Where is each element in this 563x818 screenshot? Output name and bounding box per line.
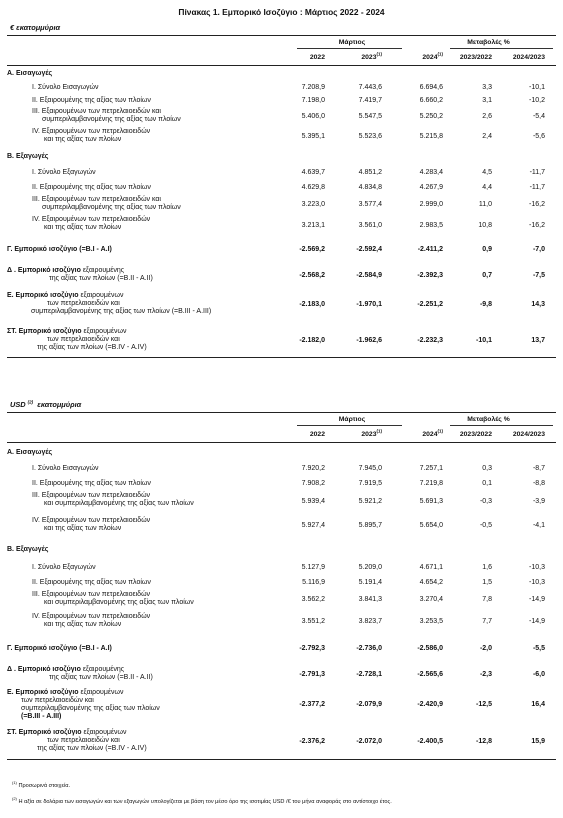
row-label: Ι. Σύνολο Εισαγωγών bbox=[32, 84, 99, 91]
cell-change-2023-2022: 2,6 bbox=[482, 113, 492, 120]
cell-2022: 5.939,4 bbox=[301, 498, 325, 505]
cell-2023: 3.823,7 bbox=[358, 618, 382, 625]
cell-change-2024-2023: -3,9 bbox=[532, 498, 545, 505]
cell-change-2024-2023: -14,9 bbox=[529, 596, 545, 603]
cell-change-2024-2023: -4,1 bbox=[532, 522, 545, 529]
cell-change-2023-2022: 0,3 bbox=[482, 465, 492, 472]
cell-2022: 7.198,0 bbox=[301, 97, 325, 104]
cell-change-2023-2022: 4,5 bbox=[482, 169, 492, 176]
cell-change-2024-2023: 13,7 bbox=[531, 337, 545, 344]
footnote-1: $^{(1)}$ Προσωρινά στοιχεία. bbox=[12, 780, 71, 789]
cell-2022: 3.551,2 bbox=[301, 618, 325, 625]
section-heading-label: Β. Εξαγωγές bbox=[7, 546, 49, 553]
cell-2023: 3.577,4 bbox=[358, 201, 382, 208]
cell-2022: 4.639,7 bbox=[301, 169, 325, 176]
row-label: ΙΙ. Εξαιρουμένης της αξίας των πλοίων bbox=[32, 184, 151, 191]
cell-change-2024-2023: -10,2 bbox=[529, 97, 545, 104]
cell-change-2023-2022: -12,5 bbox=[476, 701, 492, 708]
header-2023: 2023$^{(1)}$ bbox=[361, 428, 382, 438]
cell-change-2024-2023: -10,1 bbox=[529, 84, 545, 91]
cell-2024: 2.983,5 bbox=[419, 222, 443, 229]
cell-2023: -2.584,9 bbox=[356, 272, 382, 279]
cell-2023: 7.919,5 bbox=[358, 480, 382, 487]
cell-change-2023-2022: 2,4 bbox=[482, 133, 492, 140]
cell-2024: -2.232,3 bbox=[417, 337, 443, 344]
cell-2023: -2.592,4 bbox=[356, 246, 382, 253]
row-label: Ε. Εμπορικό ισοζύγιο εξαιρουμένων των πετρελαιοειδών και συμπεριλαμβανομένης της αξίας των πλοίων (=Β.ΙΙΙ - Α.ΙΙΙ) bbox=[7, 689, 160, 720]
cell-2023: -1.970,1 bbox=[356, 301, 382, 308]
usd-unit-label: USD $^{(2)}$ εκατομμύρια bbox=[7, 399, 556, 413]
header-march-rule bbox=[297, 425, 402, 426]
cell-change-2023-2022: 10,8 bbox=[478, 222, 492, 229]
cell-2023: 5.895,7 bbox=[358, 522, 382, 529]
table-title: Πίνακας 1. Εμπορικό Ισοζύγιο : Μάρτιος 2022 - 2024 bbox=[178, 7, 385, 17]
cell-change-2023-2022: -9,8 bbox=[479, 301, 492, 308]
cell-2022: 4.629,8 bbox=[301, 184, 325, 191]
row-label: ΙΙΙ. Εξαιρουμένων των πετρελαιοειδών και συμπεριλαμβανομένης της αξίας των πλοίων bbox=[32, 591, 194, 606]
row-label: ΣΤ. Εμπορικό ισοζύγιο εξαιρουμένων των πετρελαιοειδών και της αξίας των πλοίων (=Β.ΙV - Α.ΙV) bbox=[7, 729, 147, 752]
cell-2024: -2.565,6 bbox=[417, 671, 443, 678]
row-label: ΙΙΙ. Εξαιρουμένων των πετρελαιοειδών και συμπεριλαμβανομένης της αξίας των πλοίων bbox=[32, 108, 181, 123]
eur-table-header bbox=[7, 36, 556, 66]
cell-2023: 5.921,2 bbox=[358, 498, 382, 505]
cell-change-2024-2023: -14,9 bbox=[529, 618, 545, 625]
cell-2024: 5.654,0 bbox=[419, 522, 443, 529]
row-label: Δ . Εμπορικό ισοζύγιο εξαιρουμένης της αξίας των πλοίων (=Β.ΙΙ - Α.ΙΙ) bbox=[7, 666, 153, 681]
cell-2023: -2.728,1 bbox=[356, 671, 382, 678]
cell-change-2023-2022: 3,1 bbox=[482, 97, 492, 104]
cell-change-2023-2022: -2,0 bbox=[479, 645, 492, 652]
header-changes-rule bbox=[450, 48, 553, 49]
cell-change-2023-2022: 0,7 bbox=[482, 272, 492, 279]
section-heading-label: Β. Εξαγωγές bbox=[7, 153, 49, 160]
cell-2024: -2.251,2 bbox=[417, 301, 443, 308]
eur-section bbox=[7, 22, 556, 351]
cell-2023: 5.191,4 bbox=[358, 579, 382, 586]
cell-change-2024-2023: -10,3 bbox=[529, 564, 545, 571]
cell-change-2024-2023: -7,0 bbox=[532, 246, 545, 253]
cell-2023: 5.209,0 bbox=[358, 564, 382, 571]
cell-change-2023-2022: -2,3 bbox=[479, 671, 492, 678]
cell-change-2024-2023: -8,7 bbox=[532, 465, 545, 472]
cell-2024: 7.257,1 bbox=[419, 465, 443, 472]
cell-2022: 5.127,9 bbox=[301, 564, 325, 571]
header-2024: 2024$^{(1)}$ bbox=[422, 51, 443, 61]
cell-2022: 5.406,0 bbox=[301, 113, 325, 120]
header-march: Μάρτιος bbox=[338, 416, 366, 423]
cell-2022: -2.376,2 bbox=[299, 738, 325, 745]
cell-2024: 4.654,2 bbox=[419, 579, 443, 586]
header-march-rule bbox=[297, 48, 402, 49]
row-label: ΙΙΙ. Εξαιρουμένων των πετρελαιοειδών και συμπεριλαμβανομένης της αξίας των πλοίων bbox=[32, 492, 194, 507]
cell-2023: 5.523,6 bbox=[358, 133, 382, 140]
row-label: ΙV. Εξαιρουμένων των πετρελαιοειδών και της αξίας των πλοίων bbox=[32, 128, 151, 143]
cell-2023: 3.561,0 bbox=[358, 222, 382, 229]
cell-2023: 7.945,0 bbox=[358, 465, 382, 472]
cell-change-2023-2022: -0,3 bbox=[479, 498, 492, 505]
footnote-2: $^{(2)}$ Η αξία σε δολάρια των εισαγωγών και των εξαγωγών υπολογίζεται με βάση τον μέσο όρο της ισοτιμίας USD /€ του μήνα αναφοράς στο αντίστοιχο έτος. bbox=[12, 796, 392, 805]
cell-change-2024-2023: -6,0 bbox=[532, 671, 545, 678]
cell-2023: 7.443,6 bbox=[358, 84, 382, 91]
cell-2024: 2.999,0 bbox=[419, 201, 443, 208]
cell-2024: 6.694,6 bbox=[419, 84, 443, 91]
cell-2024: 7.219,8 bbox=[419, 480, 443, 487]
cell-2022: -2.377,2 bbox=[299, 701, 325, 708]
cell-change-2024-2023: -5,6 bbox=[532, 133, 545, 140]
cell-change-2023-2022: -0,5 bbox=[479, 522, 492, 529]
cell-change-2024-2023: 14,3 bbox=[531, 301, 545, 308]
cell-2023: 3.841,3 bbox=[358, 596, 382, 603]
cell-change-2023-2022: 3,3 bbox=[482, 84, 492, 91]
cell-change-2024-2023: -11,7 bbox=[529, 184, 545, 191]
cell-2024: 5.215,8 bbox=[419, 133, 443, 140]
row-label: Ι. Σύνολο Εξαγωγών bbox=[32, 564, 96, 571]
eur-table-bottom-rule bbox=[7, 357, 556, 358]
cell-change-2023-2022: 4,4 bbox=[482, 184, 492, 191]
cell-2022: 7.208,9 bbox=[301, 84, 325, 91]
header-changes: Μεταβολές % bbox=[467, 39, 510, 46]
cell-2023: 4.834,8 bbox=[358, 184, 382, 191]
header-change-2023-2022: 2023/2022 bbox=[459, 431, 492, 438]
cell-2024: 4.283,4 bbox=[419, 169, 443, 176]
cell-2023: -2.072,0 bbox=[356, 738, 382, 745]
cell-2022: 7.908,2 bbox=[301, 480, 325, 487]
row-label: Ι. Σύνολο Εισαγωγών bbox=[32, 465, 99, 472]
cell-2024: 3.270,4 bbox=[419, 596, 443, 603]
cell-2022: -2.183,0 bbox=[299, 301, 325, 308]
usd-table-bottom-rule bbox=[7, 759, 556, 760]
header-changes: Μεταβολές % bbox=[467, 416, 510, 423]
cell-change-2024-2023: -5,5 bbox=[532, 645, 545, 652]
header-changes-rule bbox=[450, 425, 553, 426]
cell-2022: 7.920,2 bbox=[301, 465, 325, 472]
cell-2023: 7.419,7 bbox=[358, 97, 382, 104]
row-label: Ι. Σύνολο Εξαγωγών bbox=[32, 169, 96, 176]
row-label: Ε. Εμπορικό ισοζύγιο εξαιρουμένων των πετρελαιοειδών και συμπεριλαμβανομένης της αξίας των πλοίων (=Β.ΙΙΙ - Α.ΙΙΙ) bbox=[7, 292, 212, 315]
cell-2024: -2.400,5 bbox=[417, 738, 443, 745]
row-label: ΙΙΙ. Εξαιρουμένων των πετρελαιοειδών και συμπεριλαμβανομένης της αξίας των πλοίων bbox=[32, 196, 181, 211]
cell-2024: 4.267,9 bbox=[419, 184, 443, 191]
usd-table-header bbox=[7, 413, 556, 443]
cell-2024: -2.586,0 bbox=[417, 645, 443, 652]
cell-change-2023-2022: 1,5 bbox=[482, 579, 492, 586]
cell-2022: -2.792,3 bbox=[299, 645, 325, 652]
cell-change-2024-2023: 16,4 bbox=[531, 701, 545, 708]
row-label: ΙΙ. Εξαιρουμένης της αξίας των πλοίων bbox=[32, 97, 151, 104]
header-march: Μάρτιος bbox=[338, 39, 366, 46]
cell-2024: 4.671,1 bbox=[419, 564, 443, 571]
cell-2023: -2.079,9 bbox=[356, 701, 382, 708]
cell-change-2024-2023: -16,2 bbox=[529, 201, 545, 208]
cell-2022: 5.395,1 bbox=[301, 133, 325, 140]
cell-2024: 6.660,2 bbox=[419, 97, 443, 104]
header-2022: 2022 bbox=[309, 54, 325, 61]
cell-2022: 3.213,1 bbox=[301, 222, 325, 229]
row-label: ΙΙ. Εξαιρουμένης της αξίας των πλοίων bbox=[32, 480, 151, 487]
row-label: Γ. Εμπορικό ισοζύγιο (=Β.Ι - Α.Ι) bbox=[7, 645, 112, 652]
eur-unit-label: € εκατομμύρια bbox=[7, 22, 556, 36]
cell-2024: 5.691,3 bbox=[419, 498, 443, 505]
row-label: Γ. Εμπορικό ισοζύγιο (=Β.Ι - Α.Ι) bbox=[7, 246, 112, 253]
section-heading-label: Α. Εισαγωγές bbox=[7, 449, 53, 456]
row-label: ΣΤ. Εμπορικό ισοζύγιο εξαιρουμένων των πετρελαιοειδών και της αξίας των πλοίων (=Β.ΙV - Α.ΙV) bbox=[7, 328, 147, 351]
cell-2023: 5.547,5 bbox=[358, 113, 382, 120]
cell-2024: -2.420,9 bbox=[417, 701, 443, 708]
cell-2024: -2.411,2 bbox=[417, 246, 443, 253]
cell-change-2024-2023: 15,9 bbox=[531, 738, 545, 745]
cell-change-2024-2023: -11,7 bbox=[529, 169, 545, 176]
cell-2022: -2.568,2 bbox=[299, 272, 325, 279]
cell-2022: -2.791,3 bbox=[299, 671, 325, 678]
cell-2023: -2.736,0 bbox=[356, 645, 382, 652]
row-label: ΙV. Εξαιρουμένων των πετρελαιοειδών και της αξίας των πλοίων bbox=[32, 517, 151, 532]
cell-2022: 5.927,4 bbox=[301, 522, 325, 529]
cell-2023: -1.962,6 bbox=[356, 337, 382, 344]
cell-change-2023-2022: 7,8 bbox=[482, 596, 492, 603]
cell-2022: -2.569,2 bbox=[299, 246, 325, 253]
cell-2023: 4.851,2 bbox=[358, 169, 382, 176]
header-2023: 2023$^{(1)}$ bbox=[361, 51, 382, 61]
cell-change-2023-2022: 11,0 bbox=[478, 201, 492, 208]
row-label: ΙV. Εξαιρουμένων των πετρελαιοειδών και της αξίας των πλοίων bbox=[32, 613, 151, 628]
cell-change-2023-2022: -10,1 bbox=[476, 337, 492, 344]
section-heading-label: Α. Εισαγωγές bbox=[7, 70, 53, 77]
header-change-2024-2023: 2024/2023 bbox=[512, 54, 545, 61]
cell-change-2023-2022: 1,6 bbox=[482, 564, 492, 571]
cell-change-2024-2023: -5,4 bbox=[532, 113, 545, 120]
header-2024: 2024$^{(1)}$ bbox=[422, 428, 443, 438]
usd-section bbox=[7, 399, 556, 752]
row-label: ΙΙ. Εξαιρουμένης της αξίας των πλοίων bbox=[32, 579, 151, 586]
cell-change-2023-2022: 0,9 bbox=[482, 246, 492, 253]
header-change-2023-2022: 2023/2022 bbox=[459, 54, 492, 61]
row-label: ΙV. Εξαιρουμένων των πετρελαιοειδών και της αξίας των πλοίων bbox=[32, 216, 151, 231]
header-change-2024-2023: 2024/2023 bbox=[512, 431, 545, 438]
cell-2022: 5.116,9 bbox=[302, 579, 325, 586]
cell-change-2024-2023: -10,3 bbox=[529, 579, 545, 586]
cell-change-2023-2022: 0,1 bbox=[482, 480, 492, 487]
cell-2024: 5.250,2 bbox=[419, 113, 443, 120]
cell-2022: 3.223,0 bbox=[301, 201, 325, 208]
cell-2022: 3.562,2 bbox=[301, 596, 325, 603]
cell-2022: -2.182,0 bbox=[299, 337, 325, 344]
row-label: Δ . Εμπορικό ισοζύγιο εξαιρουμένης της αξίας των πλοίων (=Β.ΙΙ - Α.ΙΙ) bbox=[7, 267, 153, 282]
cell-change-2023-2022: 7,7 bbox=[482, 618, 492, 625]
cell-change-2024-2023: -7,5 bbox=[532, 272, 545, 279]
cell-change-2024-2023: -8,8 bbox=[532, 480, 545, 487]
cell-2024: 3.253,5 bbox=[419, 618, 443, 625]
cell-2024: -2.392,3 bbox=[417, 272, 443, 279]
header-2022: 2022 bbox=[309, 431, 325, 438]
cell-change-2024-2023: -16,2 bbox=[529, 222, 545, 229]
cell-change-2023-2022: -12,8 bbox=[476, 738, 492, 745]
